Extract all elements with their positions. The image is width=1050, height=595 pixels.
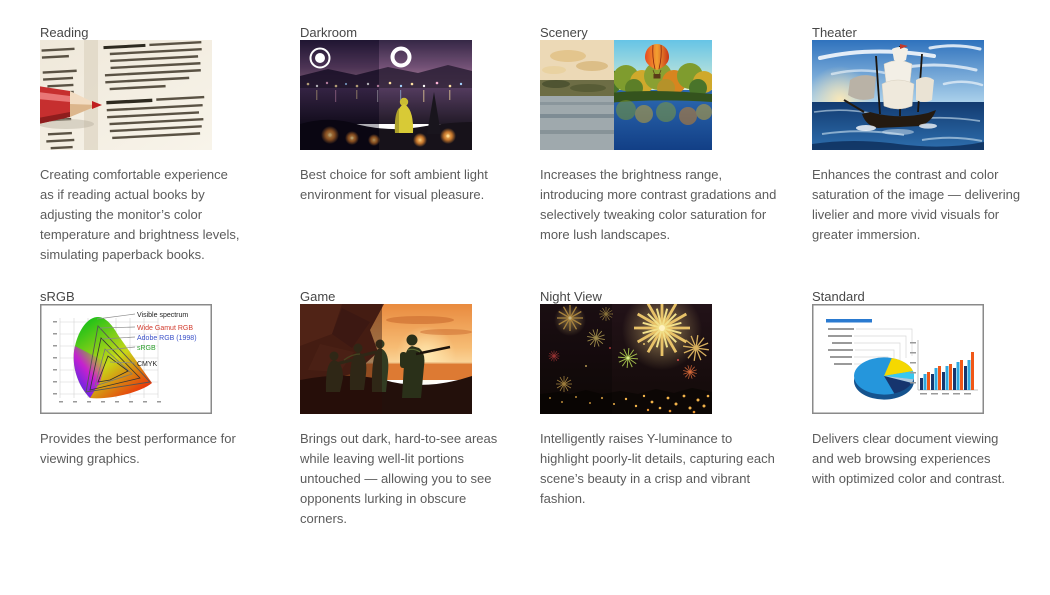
reading-thumbnail: [40, 40, 212, 150]
srgb-label-srgb: sRGB: [137, 345, 156, 352]
reading-thumbnail-image: [40, 40, 212, 150]
standard-thumbnail-image: [812, 304, 984, 414]
darkroom-thumbnail: [300, 40, 472, 150]
mode-card-night-view: [540, 290, 792, 529]
mode-card-theater: [812, 26, 1042, 265]
game-thumbnail-image: [300, 304, 472, 414]
mode-title-game: Game: [300, 289, 336, 304]
mode-card-scenery: [540, 26, 792, 265]
document-heading-line: [826, 319, 872, 323]
mode-description-game: Brings out dark, hard-to-see areas while leaving well-lit portions untouched — allowing you to see opponents lurking in obscure corners.: [300, 431, 498, 526]
mode-card-reading: [40, 26, 280, 265]
mode-description-darkroom: Best choice for soft ambient light environment for visual pleasure.: [300, 167, 488, 202]
picture-mode-grid: [40, 26, 1050, 529]
game-thumbnail: [300, 304, 472, 414]
scenery-thumbnail: [540, 40, 712, 150]
mode-description-reading: Creating comfortable experience as if reading actual books by adjusting the monitor’s color temperature and brightness levels, simulating paperback books.: [40, 167, 240, 262]
mode-card-srgb: [40, 290, 280, 529]
mode-title-standard: Standard: [812, 289, 865, 304]
chromaticity-diagram: [40, 304, 212, 414]
mode-title-srgb: sRGB: [40, 289, 75, 304]
mode-card-standard: [812, 290, 1042, 529]
mode-description-srgb: Provides the best performance for viewing graphics.: [40, 431, 236, 466]
mode-description-night-view: Intelligently raises Y-luminance to highlight poorly-lit details, capturing each scene’s beauty in a crisp and vibrant fashion.: [540, 431, 775, 506]
srgb-label-adobe-rgb: Adobe RGB (1998): [137, 335, 197, 342]
night-view-thumbnail: [540, 304, 712, 414]
mode-card-darkroom: [300, 26, 520, 265]
muted-left-half: [540, 40, 614, 150]
srgb-label-visible-spectrum: Visible spectrum: [137, 312, 189, 319]
mode-title-theater: Theater: [812, 25, 857, 40]
srgb-thumbnail: [40, 304, 212, 414]
night-view-thumbnail-image: [540, 304, 712, 414]
theater-thumbnail-image: [812, 40, 984, 150]
mode-title-reading: Reading: [40, 25, 89, 40]
mode-description-scenery: Increases the brightness range, introducing more contrast gradations and selectively tweaking color saturation for more lush landscapes.: [540, 167, 777, 242]
theater-thumbnail: [812, 40, 984, 150]
srgb-label-cmyk: CMYK: [137, 361, 158, 368]
darkroom-thumbnail-image: [300, 40, 472, 150]
scenery-thumbnail-image: [540, 40, 712, 150]
mode-card-game: [300, 290, 520, 529]
mode-title-scenery: Scenery: [540, 25, 588, 40]
mode-description-standard: Delivers clear document viewing and web browsing experiences with optimized color and contrast.: [812, 431, 1005, 486]
mode-title-night-view: Night View: [540, 289, 602, 304]
standard-thumbnail: [812, 304, 984, 414]
srgb-label-wide-gamut-rgb: Wide Gamut RGB: [137, 325, 194, 332]
mode-description-theater: Enhances the contrast and color saturation of the image — delivering livelier and more vivid visuals for greater immersion.: [812, 167, 1021, 242]
pie-chart: [854, 357, 914, 399]
mode-title-darkroom: Darkroom: [300, 25, 358, 40]
